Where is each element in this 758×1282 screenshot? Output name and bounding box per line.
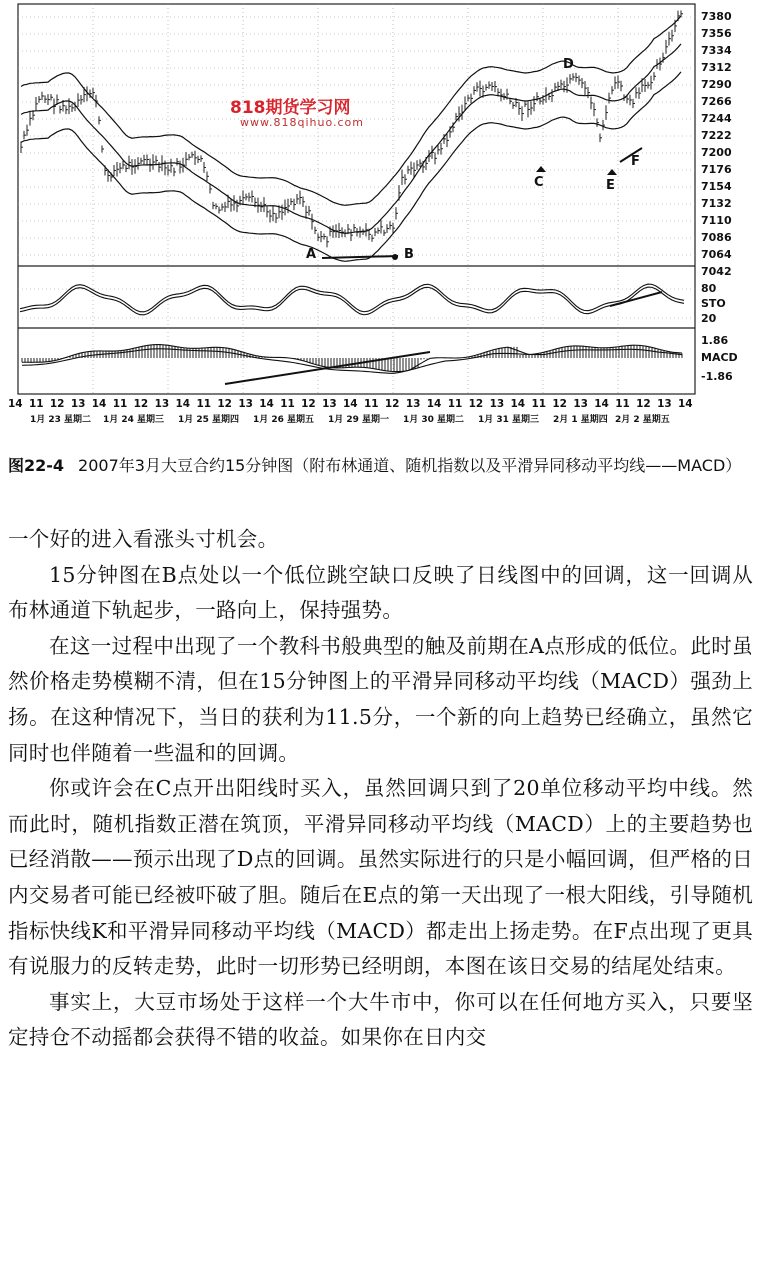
price-tick: 7356 xyxy=(701,27,732,40)
time-tick: 11 xyxy=(196,398,212,410)
point-label-e: E xyxy=(606,178,615,193)
time-tick: 12 xyxy=(468,398,484,410)
time-tick: 14 xyxy=(343,398,358,410)
time-tick: 12 xyxy=(49,398,65,410)
time-tick: 14 xyxy=(426,398,442,410)
chart-figure xyxy=(0,0,758,440)
point-e-marker xyxy=(607,169,617,175)
time-tick: 11 xyxy=(363,398,379,410)
price-tick: 7266 xyxy=(701,95,732,108)
chart-frame xyxy=(18,4,695,394)
point-label-f: F xyxy=(631,154,640,169)
price-tick: 7222 xyxy=(701,129,732,142)
date-label: 1月 24 星期三 xyxy=(103,415,165,425)
time-tick: 12 xyxy=(301,398,316,410)
macd-label: MACD xyxy=(701,351,738,364)
macd-tick: -1.86 xyxy=(701,370,733,383)
price-tick: 7132 xyxy=(701,197,732,210)
date-label: 2月 2 星期五 xyxy=(615,415,670,425)
date-label: 2月 1 星期四 xyxy=(553,415,608,425)
price-chart-svg xyxy=(0,0,758,440)
time-tick: 13 xyxy=(322,398,337,410)
macd-tick: 1.86 xyxy=(701,334,729,347)
time-tick: 12 xyxy=(217,398,232,410)
time-tick: 14 xyxy=(8,398,23,410)
price-tick: 7334 xyxy=(701,44,732,57)
paragraph-2: 15分钟图在B点处以一个低位跳空缺口反映了日线图中的回调，这一回调从布林通道下轨起步，一路向上，保持强势。 xyxy=(8,562,753,623)
price-tick: 7200 xyxy=(701,146,732,159)
date-label: 1月 26 星期五 xyxy=(253,415,315,425)
point-label-a: A xyxy=(306,247,317,262)
point-b-marker xyxy=(392,254,398,260)
price-tick: 7290 xyxy=(701,78,732,91)
time-tick: 13 xyxy=(70,398,86,410)
point-c-marker xyxy=(536,166,546,172)
paragraph-3: 在这一过程中出现了一个教科书般典型的触及前期在A点形成的低位。此时虽然价格走势模糊不清，但在15分钟图上的平滑异同移动平均线（MACD）强劲上扬。在这种情况下，当日的获利为11.5分，一个新的向上趋势已经确立，虽然它同时也伴随着一些温和的回调。 xyxy=(8,633,753,765)
sto-tick: 20 xyxy=(701,312,717,325)
date-label: 1月 29 星期一 xyxy=(328,415,390,425)
date-label: 1月 25 星期四 xyxy=(178,415,240,425)
paragraph-4: 你或许会在C点开出阳线时买入，虽然回调只到了20单位移动平均中线。然而此时，随机指数正潜在筑顶，平滑异同移动平均线（MACD）上的主要趋势也已经消散——预示出现了D点的回调。虽然实际进行的只是小幅回调，但严格的日内交易者可能已经被吓破了胆。随后在E点的第一天出现了一根大阳线，引导随机指标快线K和平滑异同移动平均线（MACD）都走出上扬走势。在F点出现了更具有说服力的反转走势，此时一切形势已经明朗，本图在该日交易的结尾处结束。 xyxy=(8,776,753,979)
date-label: 1月 30 星期二 xyxy=(403,415,465,425)
time-tick: 11 xyxy=(28,398,44,410)
price-tick: 7042 xyxy=(701,265,732,278)
watermark-url: www.818qihuo.com xyxy=(240,116,364,129)
body-text xyxy=(8,522,753,1056)
time-tick: 13 xyxy=(573,398,588,410)
time-tick: 11 xyxy=(112,398,128,410)
time-tick: 13 xyxy=(489,398,505,410)
figure-number: 图22-4 xyxy=(8,456,65,475)
time-tick: 12 xyxy=(552,398,567,410)
point-label-d: D xyxy=(563,57,574,72)
time-tick: 11 xyxy=(280,398,295,410)
point-label-c: C xyxy=(534,175,544,190)
price-tick: 7064 xyxy=(701,248,732,261)
time-tick: 13 xyxy=(657,398,672,410)
time-tick: 14 xyxy=(259,398,274,410)
price-tick: 7312 xyxy=(701,61,732,74)
bollinger-upper xyxy=(21,16,681,205)
time-tick: 13 xyxy=(405,398,421,410)
date-label: 1月 31 星期三 xyxy=(478,415,540,425)
figure-caption xyxy=(8,449,750,482)
price-tick: 7110 xyxy=(701,214,732,227)
time-tick: 14 xyxy=(175,398,191,410)
support-line xyxy=(322,256,398,258)
time-tick: 14 xyxy=(510,398,526,410)
time-tick: 13 xyxy=(238,398,253,410)
time-tick: 11 xyxy=(615,398,630,410)
time-tick: 12 xyxy=(133,398,149,410)
time-tick: 12 xyxy=(384,398,400,410)
price-tick: 7176 xyxy=(701,163,732,176)
price-tick: 7244 xyxy=(701,112,732,125)
date-label: 1月 23 星期二 xyxy=(30,415,92,425)
time-tick: 14 xyxy=(678,398,693,410)
paragraph-5: 事实上，大豆市场处于这样一个大牛市中，你可以在任何地方买入，只要坚定持仓不动摇都会获得不错的收益。如果你在日内交 xyxy=(8,989,753,1050)
time-tick: 14 xyxy=(594,398,609,410)
time-tick: 14 xyxy=(91,398,107,410)
time-tick: 12 xyxy=(636,398,651,410)
figure-caption-text: 2007年3月大豆合约15分钟图（附布林通道、随机指数以及平滑异同移动平均线——MACD） xyxy=(78,456,742,475)
time-tick: 13 xyxy=(154,398,170,410)
price-tick: 7154 xyxy=(701,180,732,193)
sto-tick: 80 xyxy=(701,282,717,295)
sto-label: STO xyxy=(701,297,726,310)
time-tick: 11 xyxy=(447,398,463,410)
price-tick: 7086 xyxy=(701,231,732,244)
point-label-b: B xyxy=(404,247,414,262)
paragraph-1: 一个好的进入看涨头寸机会。 xyxy=(8,527,279,551)
price-tick: 7380 xyxy=(701,10,732,23)
watermark-logo: 818期货学习网 xyxy=(230,98,351,118)
time-tick: 11 xyxy=(531,398,547,410)
